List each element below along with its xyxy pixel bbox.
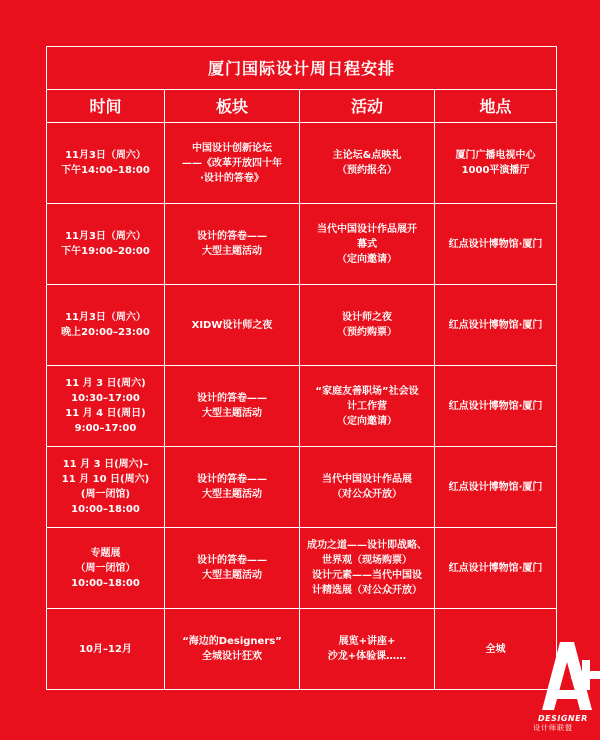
cell-time: 11月3日（周六） 下午14:00–18:00 <box>47 123 165 204</box>
table-row <box>47 123 557 204</box>
cell-location: 红点设计博物馆·厦门 <box>435 204 557 285</box>
cell-activity: 当代中国设计作品展开 幕式 （定向邀请） <box>300 204 435 285</box>
cell-time: 专题展 （周一闭馆） 10:00–18:00 <box>47 528 165 609</box>
table-row <box>47 609 557 690</box>
header-time: 时间 <box>47 90 165 123</box>
cell-time: 11月3日（周六） 下午19:00–20:00 <box>47 204 165 285</box>
cell-activity: “家庭友善职场”社会设 计工作营 （定向邀请） <box>300 366 435 447</box>
logo-wordmark: DESIGNER <box>538 714 588 723</box>
cell-activity: 主论坛&点映礼 （预约报名） <box>300 123 435 204</box>
table-row <box>47 447 557 528</box>
cell-section: 设计的答卷—— 大型主题活动 <box>165 204 300 285</box>
header-section: 板块 <box>165 90 300 123</box>
cell-section: “海边的Designers” 全城设计狂欢 <box>165 609 300 690</box>
cell-time: 11 月 3 日(周六)– 11 月 10 日(周六) (周一闭馆) 10:00–18:00 <box>47 447 165 528</box>
cell-section: 中国设计创新论坛 ——《改革开放四十年 ·设计的答卷》 <box>165 123 300 204</box>
header-location: 地点 <box>435 90 557 123</box>
table-row <box>47 528 557 609</box>
cell-location: 厦门广播电视中心 1000平演播厅 <box>435 123 557 204</box>
cell-activity: 设计师之夜 （预约购票） <box>300 285 435 366</box>
cell-location: 红点设计博物馆·厦门 <box>435 528 557 609</box>
table-row <box>47 366 557 447</box>
cell-section: 设计的答卷—— 大型主题活动 <box>165 366 300 447</box>
schedule-table <box>46 46 557 690</box>
table-row <box>47 285 557 366</box>
cell-section: 设计的答卷—— 大型主题活动 <box>165 528 300 609</box>
table-title: 厦门国际设计周日程安排 <box>47 47 557 90</box>
cell-location: 全城 <box>435 609 557 690</box>
cell-location: 红点设计博物馆·厦门 <box>435 366 557 447</box>
cell-time: 11月3日（周六） 晚上20:00–23:00 <box>47 285 165 366</box>
cell-section: XIDW设计师之夜 <box>165 285 300 366</box>
cell-activity: 展览+讲座+ 沙龙+体验课…… <box>300 609 435 690</box>
header-activity: 活动 <box>300 90 435 123</box>
cell-time: 11 月 3 日(周六) 10:30–17:00 11 月 4 日(周日) 9:00–17:00 <box>47 366 165 447</box>
cell-location: 红点设计博物馆·厦门 <box>435 447 557 528</box>
logo-tagline: 设计师联盟 <box>533 724 573 732</box>
cell-activity: 当代中国设计作品展 （对公众开放） <box>300 447 435 528</box>
cell-location: 红点设计博物馆·厦门 <box>435 285 557 366</box>
cell-time: 10月–12月 <box>47 609 165 690</box>
cell-activity: 成功之道——设计即战略、 世界观（现场购票） 设计元素——当代中国设 计精选展（对公众开放） <box>300 528 435 609</box>
table-row <box>47 204 557 285</box>
cell-section: 设计的答卷—— 大型主题活动 <box>165 447 300 528</box>
